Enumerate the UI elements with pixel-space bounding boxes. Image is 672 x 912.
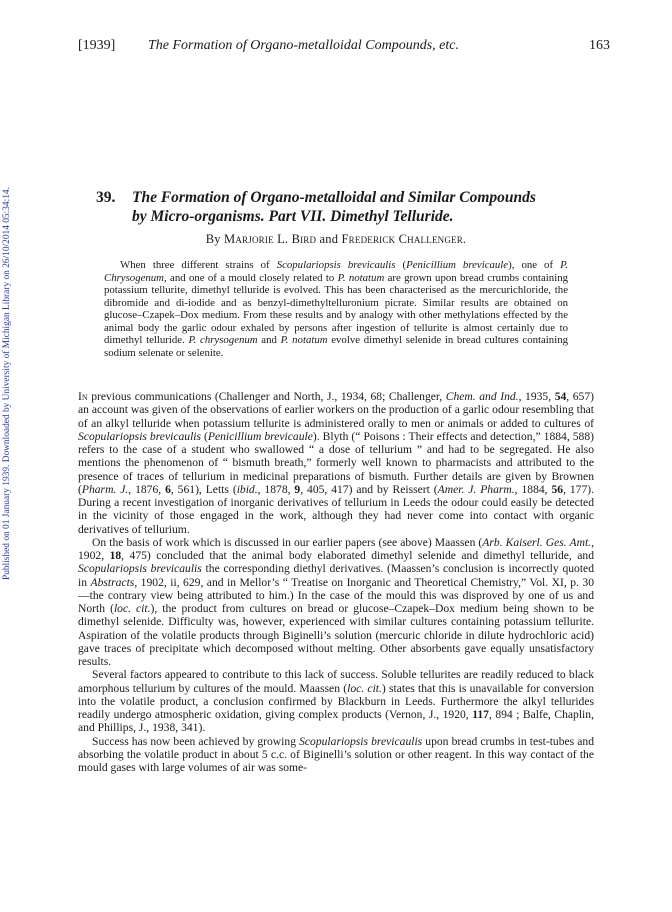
side-publication-note <box>2 120 16 580</box>
running-title: The Formation of Organo-metalloidal Compounds, etc. <box>148 38 459 53</box>
by-word: By <box>205 232 221 246</box>
paragraph-1: In previous communications (Challenger and North, J., 1934, 68; Challenger, Chem. and Ind., 1935, 54, 657) an account was given of the observations of earlier workers on the production of a garlic odour resembling that of an alkyl telluride when potassium tellurite is administered orally to men or animals or added to cultures of Scopulariopsis brevicaulis (Penicillium brevicaule). Blyth (“ Poisons : Their effects and detection,” 1884, 588) refers to the case of a student who swallowed “ a dose of tellurium ” and had to be segregated. He also mentions the phenomenon of “ bismuth breath,” formerly well known to pharmacists and attributed to the presence of traces of tellurium in medicinal preparations of bismuth. Further details are given by Brownen (Pharm. J., 1876, 6, 561), Letts (ibid., 1878, 9, 405, 417) and by Reissert (Amer. J. Pharm., 1884, 56, 177). During a recent investigation of inorganic derivatives of tellurium in Leeds the odour could easily be detected in the vicinity of those engaged in the work, although they had never come into contact with organic derivatives of tellurium. <box>78 390 595 536</box>
paragraph-2: On the basis of work which is discussed in our earlier papers (see above) Maassen (Arb. Kaiserl. Ges. Amt., 1902, 18, 475) concluded that the animal body elaborated dimethyl selenide and dimethyl telluride, and Scopulariopsis brevicaulis the corresponding diethyl derivatives. (Maassen’s conclusion is incorrectly quoted in Abstracts, 1902, ii, 629, and in Mellor’s “ Treatise on Inorganic and Theoretical Chemistry,” Vol. XI, p. 30—the contrary view being attributed to him.) In the case of the mould this was disproved by one of us and North (loc. cit.), the product from cultures on bread or glucose–Czapek–Dox medium being shown to be dimethyl selenide. Difficulty was, however, experienced with similar cultures containing potassium tellurite. Aspiration of the volatile products through Biginelli’s solution (mercuric chloride in dilute hydrochloric acid) gave traces of precipitate which decomposed without melting. Other absorbents gave equally unsatisfactory results. <box>78 535 595 668</box>
author-1: Marjorie L. Bird <box>224 232 317 246</box>
page-number: 163 <box>589 38 610 53</box>
header-year: [1939] <box>78 38 116 53</box>
side-note-text[interactable]: Published on 01 January 1939. Downloaded by University of Michigan Library on 26/10/2014 05:34:14. <box>2 187 12 580</box>
running-header <box>78 38 610 56</box>
article-title <box>96 188 596 226</box>
paragraph-4: Success has now been achieved by growing Scopulariopsis brevicaulis upon bread crumbs in test-tubes and absorbing the volatile product in about 5 c.c. of Biginelli’s solution or other reagent. In this way contact of the mould gases with large volumes of air was some- <box>78 734 595 774</box>
author-line <box>0 232 672 247</box>
abstract: When three different strains of Scopulariopsis brevicaulis (Penicillium brevicaule), one of P. Chrysogenum, and one of a mould closely related to P. notatum are grown upon bread crumbs containing potassium tellurite, dimethyl telluride is evolved. This has been characterised as the mercurichloride, the dibromide and di-iodide and as benzyl-dimethyltelluronium picrate. Similar results are obtained on glucose–Czapek–Dox medium. From these results and by analogy with other methylations effected by the animal body the garlic odour exhaled by persons after ingestion of tellurite is almost certainly due to dimethyl telluride. P. chrysogenum and P. notatum evolve dimethyl selenide in bread cultures containing sodium selenate or selenite. <box>104 259 568 359</box>
title-line-2: by Micro-organisms. Part VII. Dimethyl Telluride. <box>132 208 454 225</box>
article-number: 39. <box>96 189 116 206</box>
title-line-1: The Formation of Organo-metalloidal and Similar Compounds <box>132 189 536 206</box>
author-2: Frederick Challenger. <box>341 232 467 246</box>
body-text <box>78 390 594 774</box>
and-word: and <box>319 232 339 246</box>
paragraph-3: Several factors appeared to contribute to this lack of success. Soluble tellurites are readily reduced to black amorphous tellurium by cultures of the mould. Maassen (loc. cit.) states that this is unavailable for conversion into the volatile product, a conclusion confirmed by Blackburn in Leeds. Furthermore the alkyl tellurides readily undergo atmospheric oxidation, giving complex products (Vernon, J., 1920, 117, 894 ; Balfe, Chaplin, and Phillips, J., 1938, 341). <box>78 668 594 735</box>
